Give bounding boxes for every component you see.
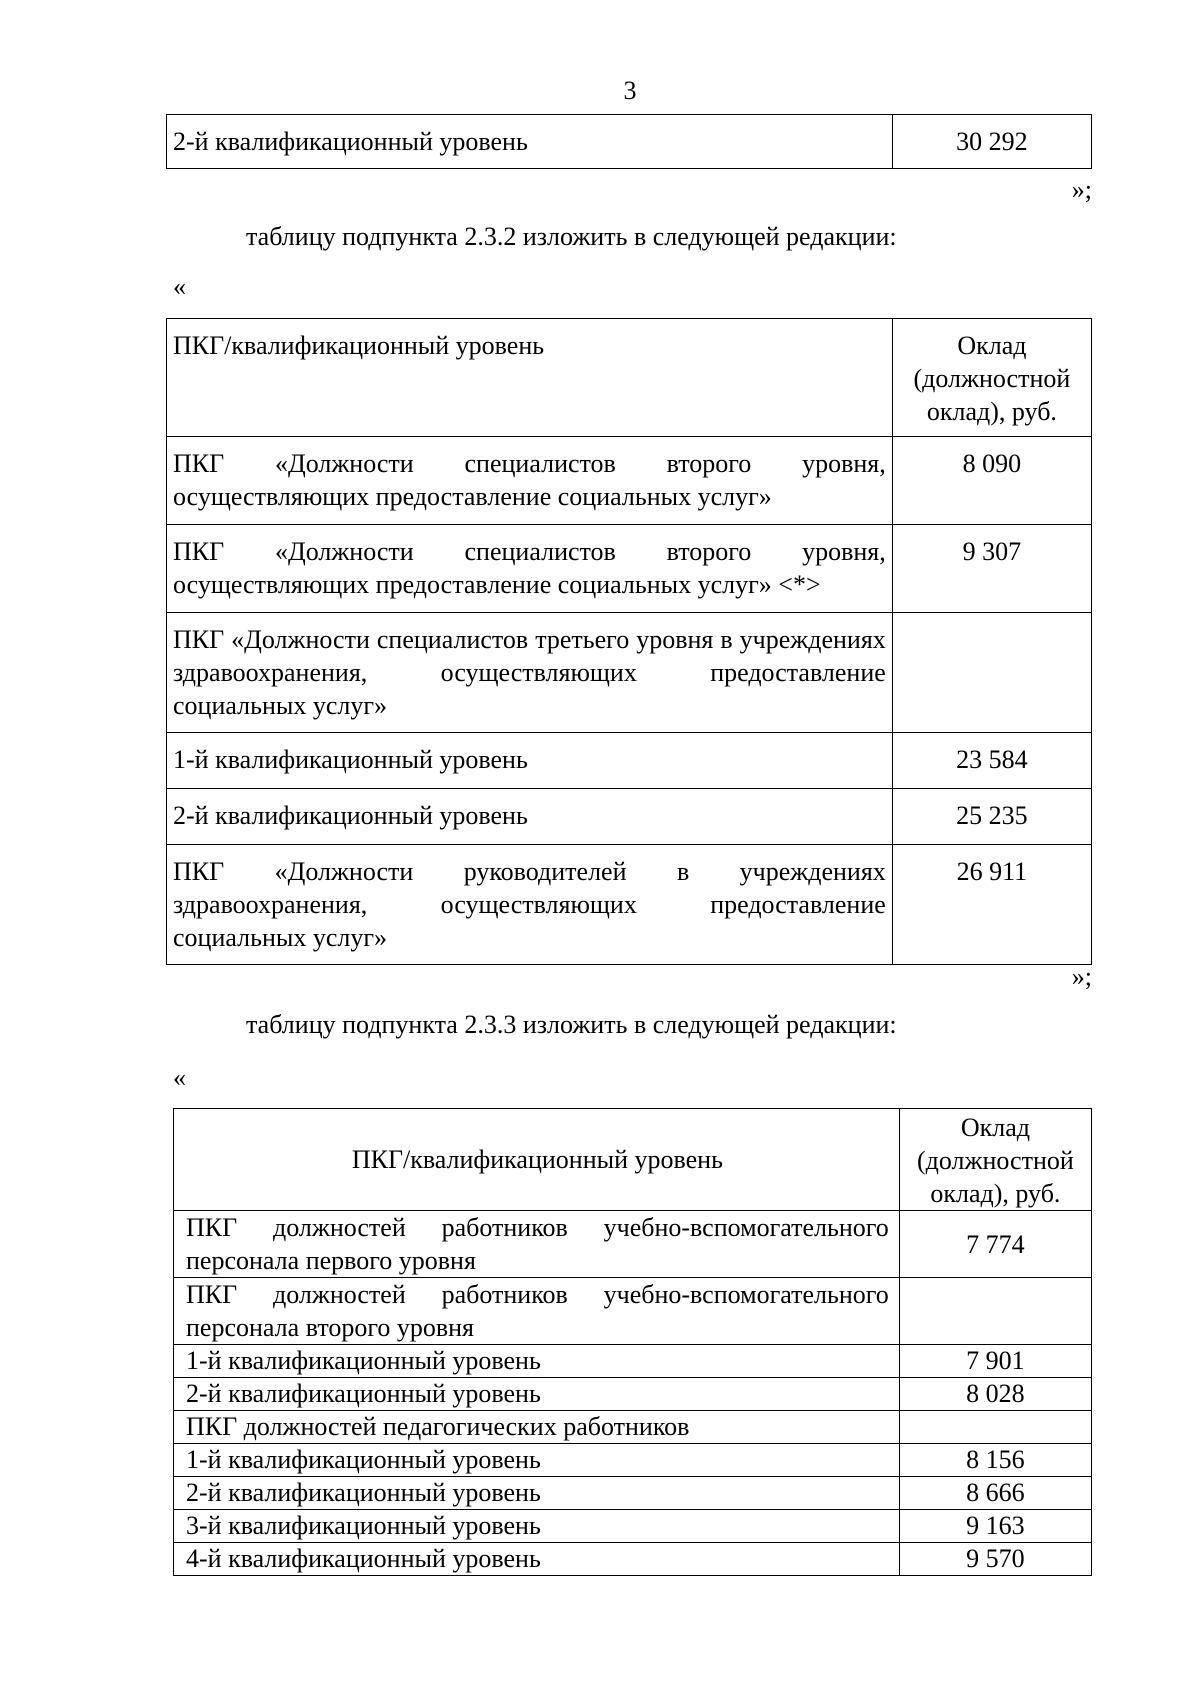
- page-number: 3: [623, 76, 637, 105]
- level-name-cell: 1-й квалификационный уровень: [174, 1444, 900, 1477]
- level-name-cell: ПКГ «Должности специалистов второго уровня, осуществляющих предоставление социальных услуг»: [167, 437, 893, 525]
- salary-cell: 8 028: [899, 1378, 1091, 1411]
- table-row: [174, 1411, 1092, 1444]
- salary-cell: 8 666: [899, 1477, 1091, 1510]
- header-level-cell: ПКГ/квалификационный уровень: [174, 1109, 900, 1211]
- level-name-cell: 1-й квалификационный уровень: [174, 1345, 900, 1378]
- salary-cell: 8 090: [892, 437, 1091, 525]
- level-name-cell: ПКГ «Должности руководителей в учреждениях здравоохранения, осуществляющих предоставление социальных услуг»: [167, 845, 893, 965]
- table-row: [174, 1477, 1092, 1510]
- table-row: [174, 1211, 1092, 1278]
- table-row: [167, 525, 1092, 613]
- table-header-row: [167, 319, 1092, 437]
- level-name-cell: 3-й квалификационный уровень: [174, 1510, 900, 1543]
- table-row: [167, 613, 1092, 733]
- level-name-cell: 2-й квалификационный уровень: [174, 1477, 900, 1510]
- level-name-cell: 2-й квалификационный уровень: [167, 789, 893, 845]
- table-row: [167, 845, 1092, 965]
- closing-quote: »;: [1071, 962, 1092, 991]
- table-row: [174, 1378, 1092, 1411]
- table-row: [174, 1345, 1092, 1378]
- header-level-cell: ПКГ/квалификационный уровень: [167, 319, 893, 437]
- salary-cell: [899, 1278, 1091, 1345]
- salary-table-2-3-2: [166, 318, 1092, 965]
- table-row: [174, 1543, 1092, 1576]
- table-row: [174, 1510, 1092, 1543]
- salary-cell: 8 156: [899, 1444, 1091, 1477]
- salary-cell: 26 911: [892, 845, 1091, 965]
- salary-cell: 25 235: [892, 789, 1091, 845]
- salary-cell: 7 901: [899, 1345, 1091, 1378]
- salary-table-continued: [166, 114, 1092, 169]
- instruction-paragraph-2-3-2: таблицу подпункта 2.3.2 изложить в следующей редакции:: [246, 222, 897, 251]
- opening-quote: «: [173, 1063, 186, 1092]
- salary-cell: 9 570: [899, 1543, 1091, 1576]
- table-row: [167, 115, 1092, 169]
- closing-quote: »;: [1071, 175, 1092, 204]
- salary-cell: 9 163: [899, 1510, 1091, 1543]
- level-name-cell: ПКГ «Должности специалистов второго уровня, осуществляющих предоставление социальных услуг» <*>: [167, 525, 893, 613]
- table-header-row: [174, 1109, 1092, 1211]
- salary-cell: 30 292: [892, 115, 1091, 169]
- level-name-cell: 4-й квалификационный уровень: [174, 1543, 900, 1576]
- salary-table-2-3-3: [173, 1108, 1092, 1576]
- level-name-cell: ПКГ должностей работников учебно-вспомогательного персонала второго уровня: [174, 1278, 900, 1345]
- level-name-cell: 2-й квалификационный уровень: [174, 1378, 900, 1411]
- salary-cell: [899, 1411, 1091, 1444]
- salary-cell: 7 774: [899, 1211, 1091, 1278]
- table-row: [167, 789, 1092, 845]
- table-row: [174, 1278, 1092, 1345]
- salary-cell: 9 307: [892, 525, 1091, 613]
- salary-cell: 23 584: [892, 733, 1091, 789]
- level-name-cell: ПКГ должностей работников учебно-вспомогательного персонала первого уровня: [174, 1211, 900, 1278]
- table-row: [174, 1444, 1092, 1477]
- salary-cell: [892, 613, 1091, 733]
- table-row: [167, 733, 1092, 789]
- level-name-cell: ПКГ «Должности специалистов третьего уровня в учреждениях здравоохранения, осуществляющих предоставление социальных услуг»: [167, 613, 893, 733]
- table-row: [167, 437, 1092, 525]
- level-name-cell: ПКГ должностей педагогических работников: [174, 1411, 900, 1444]
- level-name-cell: 1-й квалификационный уровень: [167, 733, 893, 789]
- header-salary-cell: Оклад (должностной оклад), руб.: [899, 1109, 1091, 1211]
- header-salary-cell: Оклад (должностной оклад), руб.: [892, 319, 1091, 437]
- opening-quote: «: [173, 272, 186, 301]
- level-name-cell: 2-й квалификационный уровень: [167, 115, 893, 169]
- instruction-paragraph-2-3-3: таблицу подпункта 2.3.3 изложить в следующей редакции:: [246, 1010, 897, 1039]
